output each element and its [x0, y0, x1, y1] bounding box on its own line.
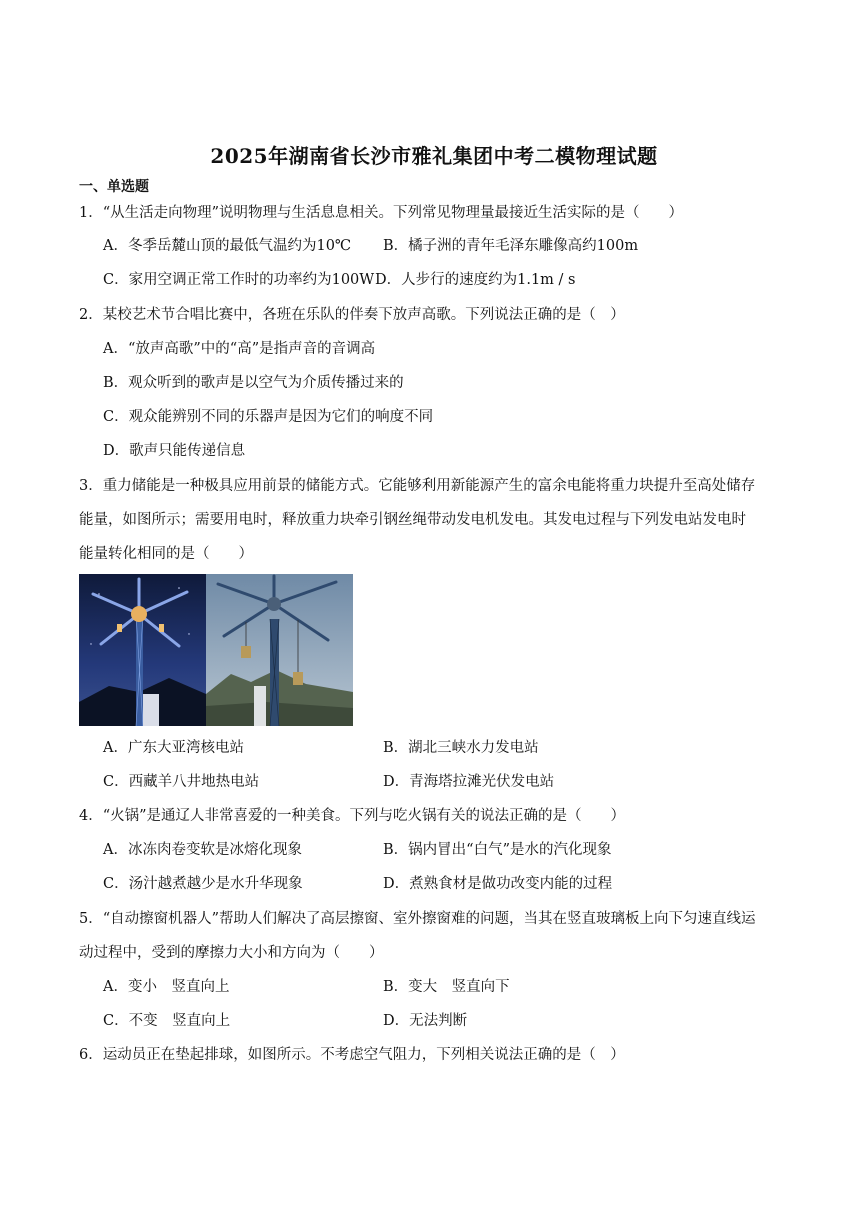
- question-4-stem: 4．“火锅”是通辽人非常喜爱的一种美食。下列与吃火锅有关的说法正确的是（ ）: [79, 808, 626, 824]
- question-5-option-c[interactable]: C．不变 竖直向上: [103, 1013, 231, 1029]
- question-2-option-c[interactable]: C．观众能辨别不同的乐器声是因为它们的响度不同: [103, 409, 434, 425]
- question-1-option-a[interactable]: A．冬季岳麓山顶的最低气温约为10℃: [103, 238, 352, 254]
- question-6-stem: 6．运动员正在垫起排球，如图所示。不考虑空气阻力，下列相关说法正确的是（ ）: [79, 1047, 625, 1063]
- question-4-option-b[interactable]: B．锅内冒出“白气”是水的汽化现象: [383, 842, 612, 858]
- question-1-option-c[interactable]: C．家用空调正常工作时的功率约为100W: [103, 272, 375, 288]
- question-2-option-d[interactable]: D．歌声只能传递信息: [103, 443, 246, 459]
- question-5-option-b[interactable]: B．变大 竖直向下: [383, 979, 510, 995]
- question-1-option-d[interactable]: D．人步行的速度约为1.1m / s: [375, 272, 576, 288]
- gravity-storage-tower-day-photo: [206, 574, 353, 726]
- question-3-option-a[interactable]: A．广东大亚湾核电站: [103, 740, 244, 756]
- page-title: 2025年湖南省长沙市雅礼集团中考二模物理试题: [210, 144, 658, 168]
- question-3-option-b[interactable]: B．湖北三峡水力发电站: [383, 740, 539, 756]
- gravity-storage-tower-night-photo: [79, 574, 206, 726]
- question-3-stem-line-3: 能量转化相同的是（ ）: [79, 546, 253, 562]
- question-2-option-b[interactable]: B．观众听到的歌声是以空气为介质传播过来的: [103, 375, 404, 391]
- question-3-option-c[interactable]: C．西藏羊八井地热电站: [103, 774, 260, 790]
- question-2-stem: 2．某校艺术节合唱比赛中，各班在乐队的伴奏下放声高歌。下列说法正确的是（ ）: [79, 307, 625, 323]
- section-heading: 一、单选题: [79, 179, 149, 195]
- question-5-stem-line-2: 动过程中，受到的摩擦力大小和方向为（ ）: [79, 945, 384, 961]
- question-4-option-c[interactable]: C．汤汁越煮越少是水升华现象: [103, 876, 303, 892]
- question-3-option-d[interactable]: D．青海塔拉滩光伏发电站: [383, 774, 555, 790]
- question-2-option-a[interactable]: A．“放声高歌”中的“高”是指声音的音调高: [103, 341, 376, 357]
- question-5-option-d[interactable]: D．无法判断: [383, 1013, 468, 1029]
- question-4-option-a[interactable]: A．冰冻肉卷变软是冰熔化现象: [103, 842, 302, 858]
- question-1-stem: 1．“从生活走向物理”说明物理与生活息息相关。下列常见物理量最接近生活实际的是（ ）: [79, 205, 684, 221]
- question-4-option-d[interactable]: D．煮熟食材是做功改变内能的过程: [383, 876, 613, 892]
- question-3-stem-line-2: 能量，如图所示；需要用电时，释放重力块牵引钢丝绳带动发电机发电。其发电过程与下列发电站发电时: [79, 512, 746, 528]
- question-1-option-b[interactable]: B．橘子洲的青年毛泽东雕像高约100m: [383, 238, 639, 254]
- question-3-stem-line-1: 3．重力储能是一种极具应用前景的储能方式。它能够利用新能源产生的富余电能将重力块提升至高处储存: [79, 478, 756, 494]
- question-5-option-a[interactable]: A．变小 竖直向上: [103, 979, 230, 995]
- question-5-stem-line-1: 5．“自动擦窗机器人”帮助人们解决了高层擦窗、室外擦窗难的问题，当其在竖直玻璃板上向下匀速直线运: [79, 911, 756, 927]
